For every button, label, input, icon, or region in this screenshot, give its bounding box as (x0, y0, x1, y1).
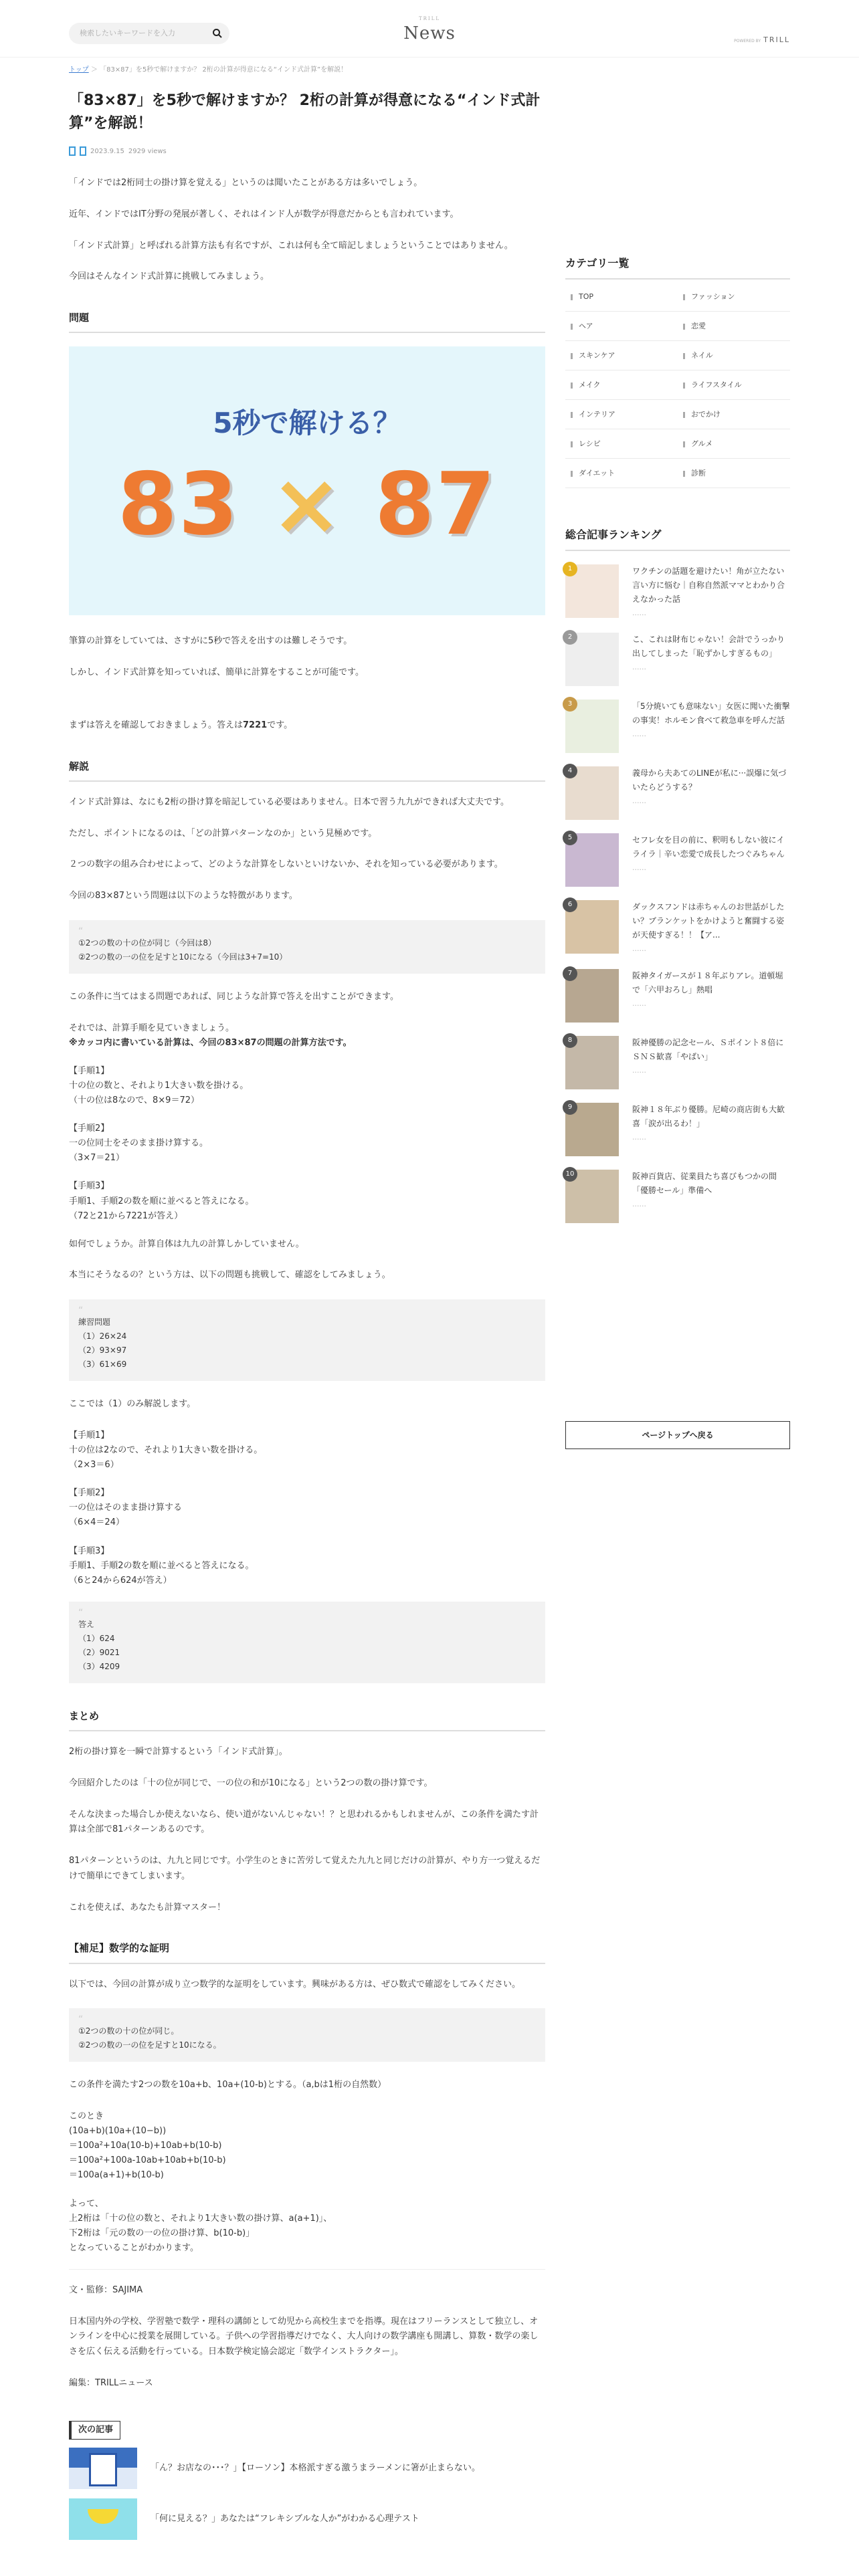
note: ※カッコ内に書いている計算は、今回の83×87の問題の計算方法です。 (69, 1037, 352, 1048)
quote-line: （3）61×69 (78, 1360, 127, 1370)
paragraph-group (69, 1021, 545, 1051)
next-article-title: 「ん？お店なの･･･？」【ローソン】本格派すぎる激うまラーメンに箸が止まらない。 (151, 2463, 480, 2474)
step-line: 一の位はそのまま掛け算する (69, 1503, 183, 1513)
quote-line: ②2つの数の一の位を足すと10になる。 (78, 2040, 221, 2050)
answer-value: 7221 (243, 720, 268, 730)
paragraph: ただし、ポイントになるのは、「どの計算パターンなのか」という見極めです。 (69, 828, 377, 839)
step-block (69, 1179, 545, 1223)
category-link[interactable]: 診断 (678, 459, 790, 488)
step-line: （3×7＝21） (69, 1153, 124, 1164)
answer-prefix: まずは答えを確認しておきましょう。答えは (69, 720, 244, 730)
next-articles-heading: 次の記事 (69, 2421, 120, 2440)
proof-lines (69, 2109, 545, 2183)
category-link[interactable]: グルメ (678, 429, 790, 459)
quote-line: ①2つの数の十の位が同じ。 (78, 2026, 179, 2036)
paragraph: この条件に当てはまる問題であれば、同じような計算で答えを出すことができます。 (69, 991, 399, 1002)
ranking-ellipsis: ...... (632, 796, 646, 806)
step-line: （72と21から7221が答え） (69, 1210, 183, 1221)
ranking-item[interactable] (565, 1036, 790, 1089)
step-block (69, 1486, 545, 1530)
rank-number: 3 (563, 697, 577, 712)
paragraph: 筆算の計算をしていては、さすがに5秒で答えを出すのは難しそうです。 (69, 636, 353, 647)
ranking-item[interactable] (565, 1170, 790, 1223)
ranking-list (565, 564, 790, 1223)
powered-label: POWERED BY (734, 39, 761, 43)
ranking-item[interactable] (565, 700, 790, 753)
article-title: 「83×87」を5秒で解けますか？ 2桁の計算が得意になる“インド式計算”を解説！ (69, 92, 541, 132)
breadcrumb-current: 「83×87」を5秒で解けますか？ 2桁の計算が得意になる“インド式計算”を解説！ (100, 66, 348, 74)
article-views: 2929 views (128, 147, 167, 155)
sidebar (565, 254, 790, 1449)
step-heading: 【手順2】 (69, 1488, 110, 1499)
quote-line: 練習問題 (78, 1317, 111, 1327)
category-link[interactable]: ダイエット (565, 459, 678, 488)
proof-conclusion (69, 2197, 545, 2256)
hero-number-a: 83 (117, 455, 240, 555)
ranking-item[interactable] (565, 833, 790, 887)
next-article-thumbnail (69, 2448, 137, 2489)
paragraph: 今回はそんなインド式計算に挑戦してみましょう。 (69, 272, 270, 282)
step-line: 手順1、手順2の数を順に並べると答えになる。 (69, 1560, 254, 1571)
category-link[interactable]: メイク (565, 370, 678, 400)
ranking-title: ダックスフンドは赤ちゃんのお世話がしたい？ブランケットをかけようと奮闘する姿が天使すぎる！！【ア... (632, 902, 785, 940)
category-link[interactable]: スキンケア (565, 341, 678, 370)
author-bio: 日本国内外の学校、学習塾で数学・理科の講師として幼児から高校生までを指導。現在はフリーランスとして独立し、オンラインを中心に授業を展開している。子供への学習指導だけでなく、大人向けの数学講座も開講し、算数・数学の楽しさを広く伝える活動を行っている。日本数学検定協会認定「数学インストラクター」。 (69, 2316, 539, 2357)
paragraph: これを使えば、あなたも計算マスター！ (69, 1902, 226, 1913)
bookmark-icon[interactable] (80, 146, 86, 156)
step-block (69, 1544, 545, 1588)
ranking-heading: 総合記事ランキング (565, 526, 790, 551)
paragraph: 本当にそうなるの？という方は、以下の問題も挑戦して、確認をしてみましょう。 (69, 1270, 391, 1281)
editor-label: 編集：TRILLニュース (69, 2377, 153, 2388)
ranking-ellipsis: ...... (632, 1199, 646, 1208)
breadcrumb-home[interactable]: トップ (69, 66, 89, 74)
quote-line: ①2つの数の十の位が同じ（今回は8） (78, 938, 217, 948)
paragraph: ここでは（1）のみ解説します。 (69, 1399, 196, 1410)
quote-line: 答え (78, 1619, 95, 1629)
proof-line: となっていることがわかります。 (69, 2242, 199, 2253)
quote-icon: “ (78, 1305, 84, 1317)
step-line: 十の位は2なので、それより1大きい数を掛ける。 (69, 1445, 263, 1456)
quote-line: （2）9021 (78, 1647, 120, 1657)
step-line: 手順1、手順2の数を順に並べると答えになる。 (69, 1196, 254, 1206)
answer-suffix: です。 (267, 720, 293, 730)
category-link[interactable]: ファッション (678, 282, 790, 312)
rank-number: 2 (563, 630, 577, 645)
step-heading: 【手順3】 (69, 1181, 110, 1192)
step-line: （6と24から624が答え） (69, 1575, 172, 1586)
paragraph: 今回紹介したのは「十の位が同じで、一の位の和が10になる」という2つの数の掛け算です。 (69, 1778, 433, 1788)
hero-number-b: 87 (375, 455, 497, 555)
article-date: 2023.9.15 (90, 147, 124, 155)
category-link[interactable]: ネイル (678, 341, 790, 370)
paragraph: 今回の83×87という問題は以下のような特徴があります。 (69, 891, 298, 901)
ranking-ellipsis: ...... (632, 730, 646, 739)
quote-icon: “ (78, 1607, 84, 1618)
section-heading: 問題 (69, 309, 545, 333)
step-block (69, 1121, 545, 1166)
paragraph: 81パターンというのは、九九と同じです。小学生のときに苦労して覚えた九九と同じだけの計算が、やり方一つ覚えるだけで簡単にできてしまいます。 (69, 1856, 541, 1881)
ranking-item[interactable] (565, 766, 790, 820)
category-link[interactable]: おでかけ (678, 400, 790, 429)
ranking-title: 「5分焼いても意味ない」女医に聞いた衝撃の事実！ホルモン食べて救急車を呼んだ話 (632, 702, 790, 726)
rank-number: 6 (563, 897, 577, 912)
hero-times: × (270, 455, 344, 555)
step-block (69, 1428, 545, 1473)
rank-number: 10 (563, 1167, 577, 1182)
proof-line: 上2桁は「十の位の数と、それより1大きい数の掛け算、a(a+1)」、 (69, 2213, 332, 2224)
quote-line: （1）26×24 (78, 1331, 127, 1341)
ranking-ellipsis: ...... (632, 609, 646, 617)
paragraph: そんな決まった場合しか使えないなら、使い道がないんじゃない！？と思われるかもしれませんが、この条件を満たす計算は全部で81パターンあるのです。 (69, 1809, 539, 1835)
ranking-item[interactable] (565, 969, 790, 1023)
hero-expression (69, 453, 545, 556)
category-heading: カテゴリ一覧 (565, 254, 790, 280)
author-label: 文・監修：SAJIMA (69, 2284, 143, 2295)
blockquote (69, 1602, 545, 1683)
hero-caption: 5秒で解ける？ (213, 407, 401, 440)
powered-by (734, 33, 790, 46)
paragraph: 2桁の掛け算を一瞬で計算するという「インド式計算」。 (69, 1747, 288, 1757)
paragraph: 近年、インドではIT分野の発展が著しく、それはインド人が数学が得意だからとも言われています。 (69, 209, 459, 219)
paragraph: しかし、インド式計算を知っていれば、簡単に計算をすることが可能です。 (69, 667, 364, 678)
proof-line: よって、 (69, 2198, 104, 2209)
ranking-item[interactable] (565, 564, 790, 619)
section-heading: 解説 (69, 758, 545, 782)
section-heading: 【補足】数学的な証明 (69, 1939, 545, 1963)
page-top-button[interactable]: ページトップへ戻る (565, 1421, 790, 1449)
breadcrumb (69, 64, 545, 76)
breadcrumb-separator: ＞ (90, 66, 98, 74)
problem-image (69, 346, 545, 615)
article-meta (69, 146, 545, 158)
step-line: （2×3＝6） (69, 1460, 119, 1471)
ranking-item[interactable] (565, 900, 790, 955)
category-link[interactable]: インテリア (565, 400, 678, 429)
quote-line: （2）93×97 (78, 1346, 127, 1356)
logo-sub: TRILL (418, 16, 440, 21)
quote-icon: “ (78, 2014, 84, 2026)
paragraph: この条件を満たす2つの数を10a+b、10a+(10-b)とする。（a,bは1桁の自然数） (69, 2080, 387, 2090)
proof-line: ＝100a²+100a-10ab+10ab+b(10-b) (69, 2155, 226, 2166)
ranking-title: 阪神優勝の記念セール、Ｓポイント８倍にＳＮＳ歓喜「やばい」 (632, 1037, 784, 1061)
paragraph: 如何でしょうか。計算自体は九九の計算しかしていません。 (69, 1239, 304, 1249)
quote-icon: “ (78, 926, 84, 937)
search-placeholder: 検索したいキーワードを入力 (80, 29, 175, 37)
category-link[interactable]: TOP (565, 282, 678, 312)
ranking-ellipsis: ...... (632, 863, 646, 873)
step-heading: 【手順1】 (69, 1430, 110, 1440)
step-heading: 【手順1】 (69, 1065, 110, 1076)
paragraph: 「インドでは2桁同士の掛け算を覚える」というのは聞いたことがある方は多いでしょう。 (69, 178, 423, 189)
article (69, 64, 545, 2549)
rank-number: 8 (563, 1033, 577, 1048)
step-line: （6×4＝24） (69, 1517, 124, 1528)
category-link[interactable]: 恋愛 (678, 312, 790, 341)
rank-number: 9 (563, 1100, 577, 1115)
ranking-item[interactable] (565, 1103, 790, 1156)
proof-line: ＝100a(a+1)+b(10-b) (69, 2170, 164, 2181)
answer-paragraph (69, 718, 545, 734)
next-article-title: 「何に見える？」あなたは“フレキシブルな人か”がわかる心理テスト (151, 2514, 419, 2525)
ranking-item[interactable] (565, 633, 790, 686)
proof-line: ＝100a²+10a(10-b)+10ab+b(10-b) (69, 2141, 222, 2151)
step-block (69, 1064, 545, 1108)
powered-brand: TRILL (763, 35, 790, 44)
rank-number: 5 (563, 831, 577, 845)
next-article-link[interactable] (69, 2448, 545, 2489)
paragraph: インド式計算は、なにも2桁の掛け算を暗記している必要はありません。日本で習う九九ができれば大丈夫です。 (69, 796, 510, 807)
ranking-title: ワクチンの話題を避けたい！角が立たない言い方に悩む｜自称自然派ママとわかり合えなかった話 (632, 566, 785, 604)
ranking-title: 阪神百貨店、従業員たち喜びもつかの間「優勝セール」準備へ (632, 1171, 777, 1195)
site-header (0, 0, 859, 58)
ranking-title: 阪神タイガースが１８年ぶりアレ。道頓堀で「六甲おろし」熱唱 (632, 970, 783, 994)
blockquote (69, 920, 545, 974)
step-heading: 【手順3】 (69, 1545, 110, 1556)
category-link[interactable]: レシピ (565, 429, 678, 459)
proof-line: 下2桁は「元の数の一の位の掛け算、b(10-b)」 (69, 2228, 255, 2238)
rank-number: 4 (563, 764, 577, 778)
step-line: 十の位の数と、それより1大きい数を掛ける。 (69, 1080, 249, 1091)
ranking-title: セフレ女を目の前に、釈明もしない彼にイライラ｜辛い恋愛で成長したつぐみちゃん (632, 835, 785, 859)
quote-line: （1）624 (78, 1633, 115, 1643)
ranking-ellipsis: ...... (632, 998, 646, 1008)
ranking-ellipsis: ...... (632, 1065, 646, 1075)
paragraph: 「インド式計算」と呼ばれる計算方法も有名ですが、これは何も全て暗記しましょうということではありません。 (69, 240, 513, 251)
quote-line: ②2つの数の一の位を足すと10になる（今回は3+7=10） (78, 952, 288, 962)
category-link[interactable]: ライフスタイル (678, 370, 790, 400)
proof-line: (10a+b)(10a+(10−b)) (69, 2126, 167, 2137)
ranking-ellipsis: ...... (632, 944, 646, 954)
blockquote (69, 2008, 545, 2062)
author-block (69, 2269, 545, 2391)
next-article-thumbnail (69, 2498, 137, 2540)
step-line: （十の位は8なので、8×9＝72） (69, 1095, 199, 1106)
category-link[interactable]: ヘア (565, 312, 678, 341)
blockquote (69, 1299, 545, 1381)
logo-text: News (403, 23, 456, 43)
ranking-title: こ、これは財布じゃない！会計でうっかり出してしまった「恥ずかしすぎるもの」 (632, 635, 785, 659)
paragraph: それでは、計算手順を見ていきましょう。 (69, 1023, 235, 1033)
rank-number: 7 (563, 966, 577, 981)
ranking-ellipsis: ...... (632, 663, 646, 672)
step-heading: 【手順2】 (69, 1123, 110, 1134)
next-article-link[interactable] (69, 2498, 545, 2540)
ranking-title: 義母から夫あてのLINEが私に···誤爆に気づいたらどうする？ (632, 768, 787, 792)
paragraph: 以下では、今回の計算が成り立つ数学的な証明をしています。興味がある方は、ぜひ数式で確認をしてみください。 (69, 1979, 520, 1990)
paragraph: ２つの数字の組み合わせによって、どのような計算をしないといけないか、それを知っている必要があります。 (69, 859, 503, 870)
site-logo[interactable] (0, 16, 859, 49)
proof-line: このとき (69, 2111, 104, 2122)
category-list (565, 282, 790, 488)
ranking-title: 阪神１８年ぶり優勝。尼崎の商店街も大歓喜「涙が出るわ！」 (632, 1104, 785, 1128)
section-heading: まとめ (69, 1707, 545, 1731)
rank-number: 1 (563, 562, 577, 576)
ranking-ellipsis: ...... (632, 1132, 646, 1142)
step-line: 一の位同士をそのまま掛け算する。 (69, 1138, 209, 1149)
quote-line: （3）4209 (78, 1661, 120, 1671)
share-icon[interactable] (69, 146, 76, 156)
